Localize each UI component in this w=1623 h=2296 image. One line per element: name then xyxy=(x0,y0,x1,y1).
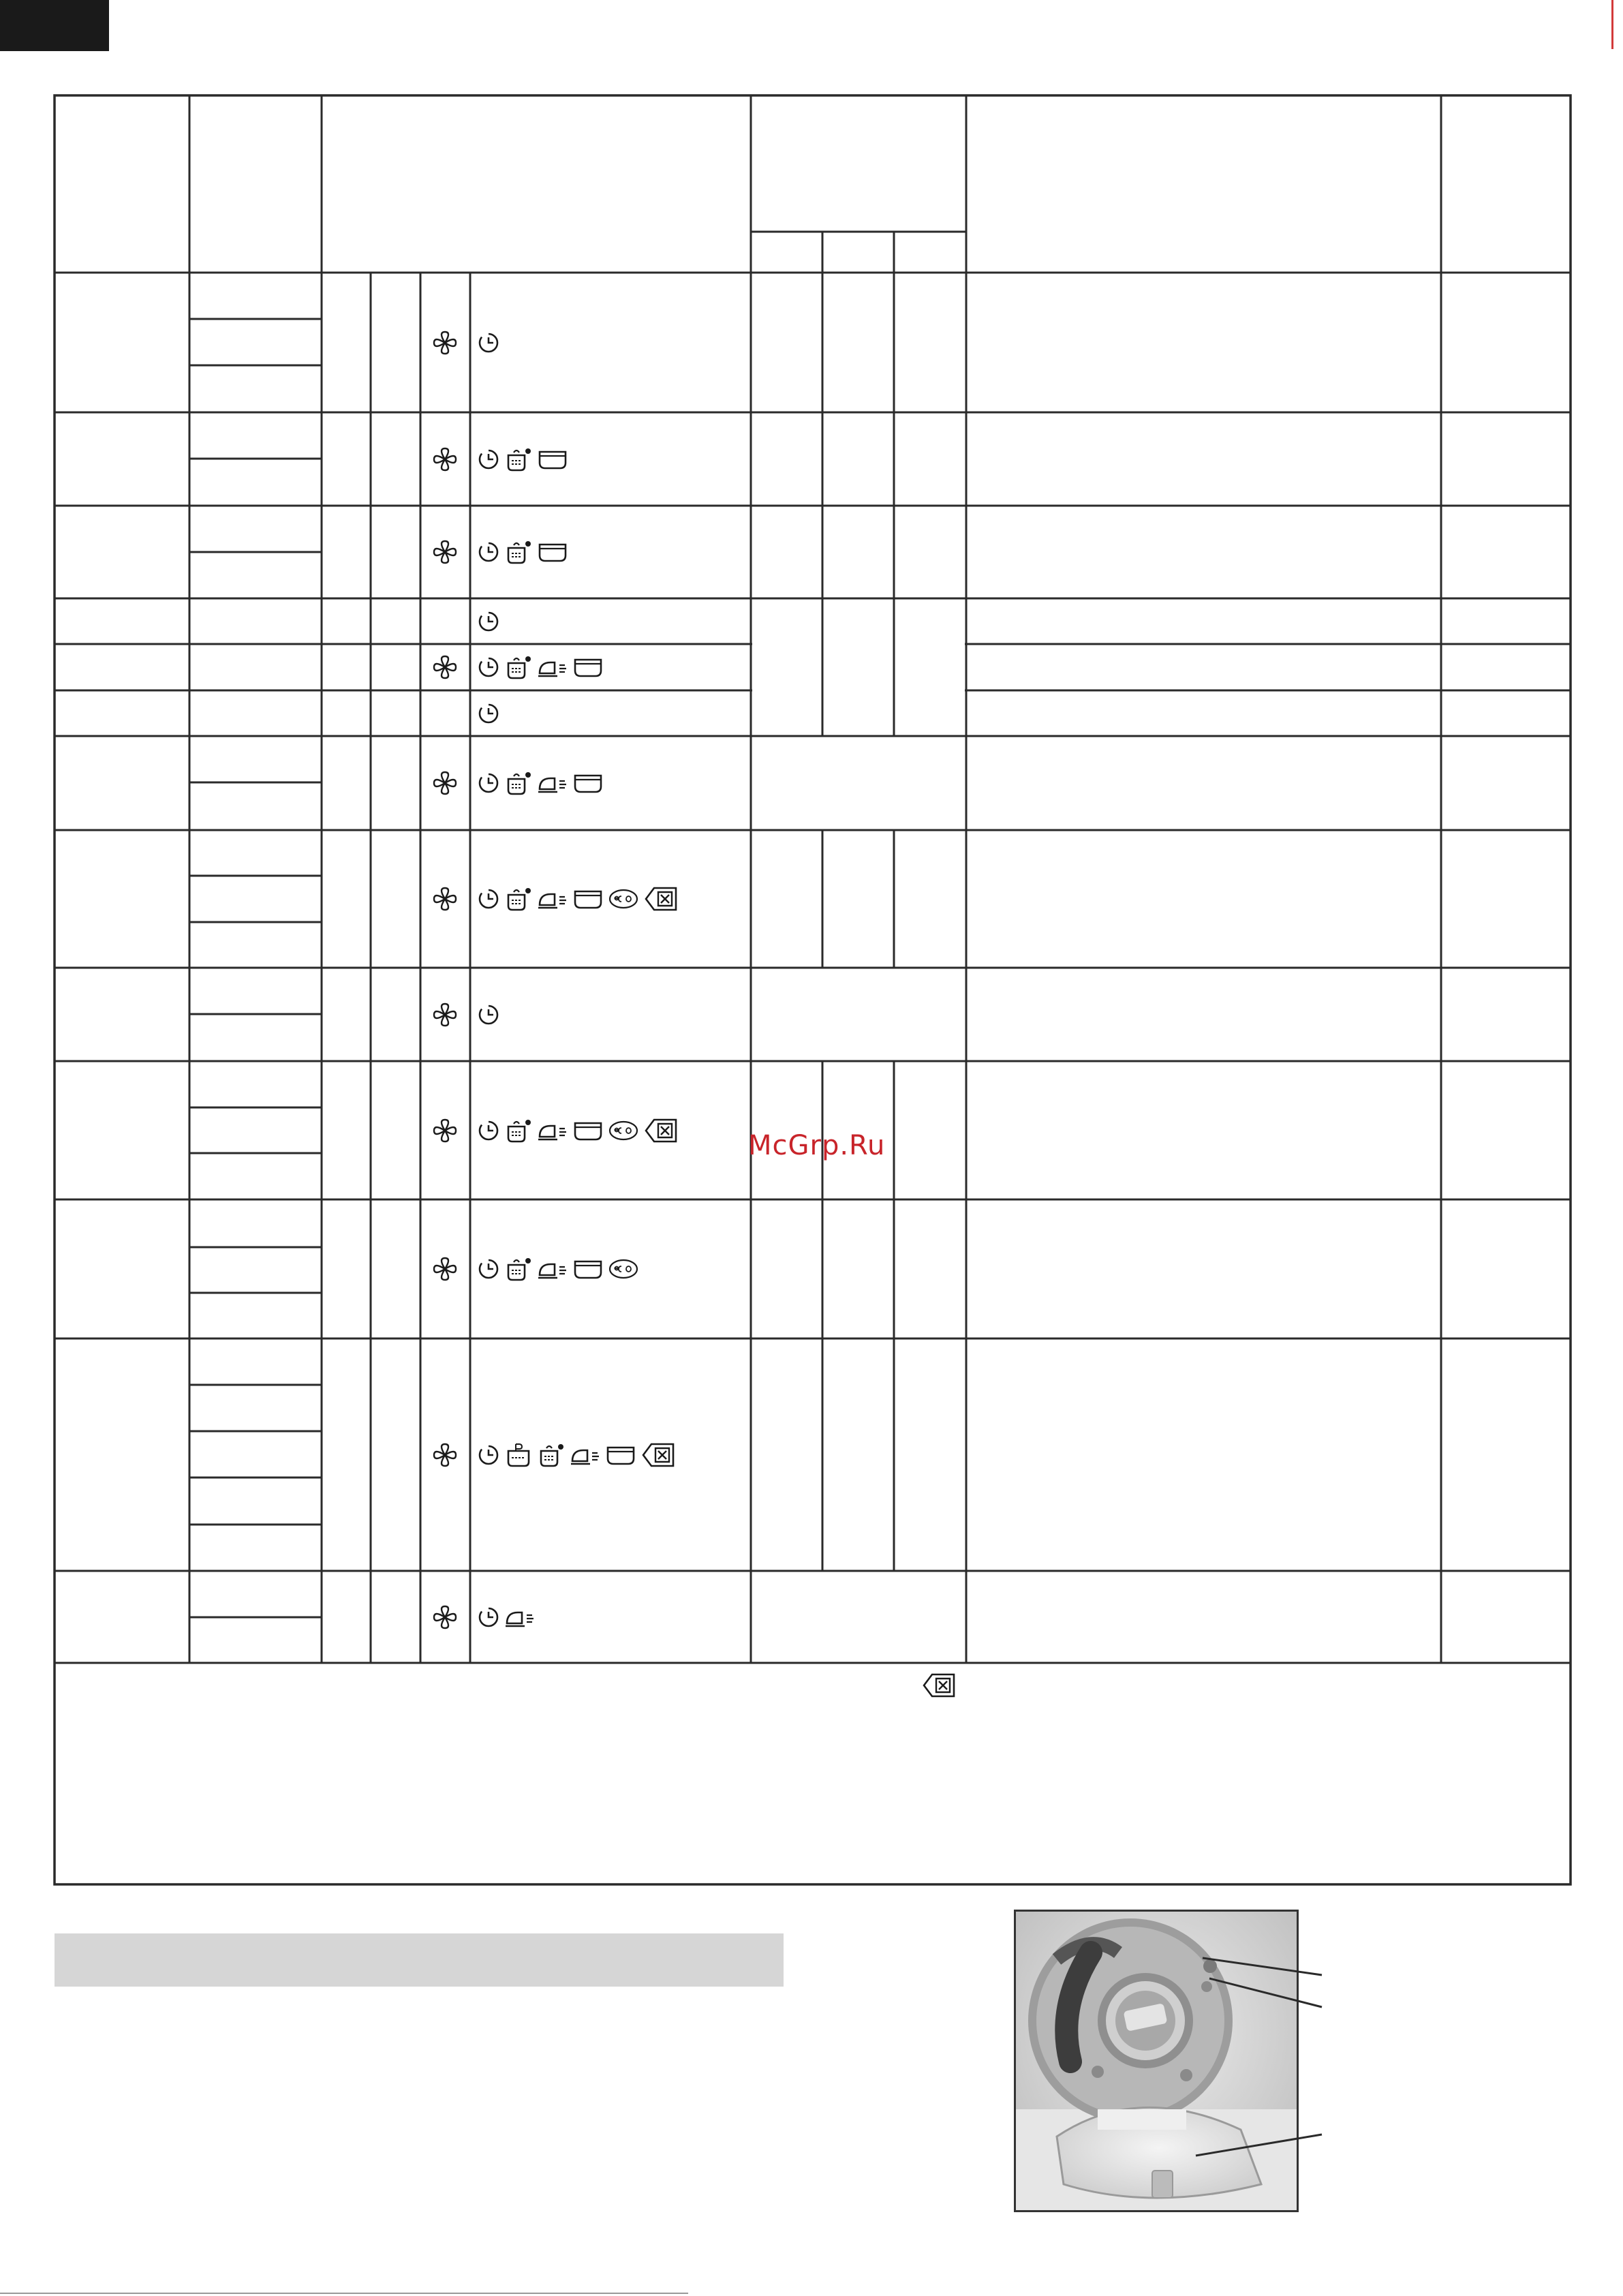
watermark: McGrp.Ru xyxy=(748,1130,886,1161)
fan-icon xyxy=(431,1255,459,1283)
fan-icon xyxy=(431,446,459,473)
footnote-icon-strip xyxy=(921,1668,957,1702)
program-icon-strip xyxy=(477,326,500,360)
rinse-hold-icon xyxy=(605,1443,636,1467)
footer-rule xyxy=(0,2293,688,2294)
timer-icon xyxy=(477,448,500,471)
easy-iron-icon xyxy=(537,771,568,795)
timer-icon xyxy=(477,1606,500,1629)
merged-cell-mask xyxy=(752,688,965,692)
fan-icon xyxy=(431,1001,459,1028)
program-icon-strip xyxy=(477,442,568,476)
program-icon-strip xyxy=(477,1600,536,1634)
merged-cell-mask xyxy=(752,642,965,646)
easy-iron-icon xyxy=(504,1606,536,1629)
rinse-hold-icon xyxy=(572,656,604,679)
fan-icon xyxy=(431,769,459,797)
eco-icon xyxy=(608,1119,639,1142)
program-icon-strip xyxy=(477,1114,679,1148)
timer-icon xyxy=(477,771,500,795)
soak-icon xyxy=(504,885,533,913)
stain-icon xyxy=(921,1672,957,1699)
rinse-hold-icon xyxy=(572,771,604,795)
timer-icon xyxy=(477,656,500,679)
program-icon-strip xyxy=(477,998,500,1032)
timer-icon xyxy=(477,610,500,633)
program-icon-strip xyxy=(477,650,604,684)
soak-icon xyxy=(504,1117,533,1144)
fan-icon xyxy=(431,885,459,913)
fan-icon xyxy=(431,1441,459,1469)
timer-icon xyxy=(477,331,500,354)
section-heading-bar xyxy=(55,1933,784,1987)
stain-icon xyxy=(640,1441,676,1469)
easy-iron-icon xyxy=(537,1119,568,1142)
fan-icon xyxy=(431,1604,459,1631)
easy-iron-icon xyxy=(537,656,568,679)
rinse-hold-icon xyxy=(572,1119,604,1142)
rinse-hold-icon xyxy=(537,448,568,471)
eco-icon xyxy=(608,1257,639,1281)
fan-icon xyxy=(431,329,459,356)
pump-filter-photo xyxy=(1014,1910,1299,2212)
soak-icon xyxy=(504,538,533,566)
program-icon-strip xyxy=(477,882,679,916)
timer-icon xyxy=(477,1257,500,1281)
soak-icon xyxy=(504,769,533,797)
fan-icon xyxy=(431,654,459,681)
easy-iron-icon xyxy=(537,1257,568,1281)
easy-iron-icon xyxy=(570,1443,601,1467)
timer-icon xyxy=(477,1119,500,1142)
rinse-hold-icon xyxy=(537,540,568,564)
soak-icon xyxy=(537,1441,566,1469)
timer-icon xyxy=(477,702,500,725)
fan-icon xyxy=(431,538,459,566)
easy-iron-icon xyxy=(537,887,568,910)
table-frame xyxy=(55,95,1571,1884)
program-icon-strip xyxy=(477,604,500,639)
program-icon-strip xyxy=(477,1252,639,1286)
rinse-hold-icon xyxy=(572,1257,604,1281)
soak-icon xyxy=(504,1255,533,1283)
soak-icon xyxy=(504,654,533,681)
eco-icon xyxy=(608,887,639,910)
timer-icon xyxy=(477,1443,500,1467)
program-icon-strip xyxy=(477,535,568,569)
program-icon-strip xyxy=(477,766,604,800)
stain-icon xyxy=(643,1117,679,1144)
stain-icon xyxy=(643,885,679,913)
program-icon-strip xyxy=(477,697,500,731)
timer-icon xyxy=(477,887,500,910)
soak-icon xyxy=(504,446,533,473)
rinse-hold-icon xyxy=(572,887,604,910)
timer-icon xyxy=(477,1003,500,1026)
timer-icon xyxy=(477,540,500,564)
program-icon-strip xyxy=(477,1438,676,1472)
prewash-icon xyxy=(504,1441,533,1469)
fan-icon xyxy=(431,1117,459,1144)
